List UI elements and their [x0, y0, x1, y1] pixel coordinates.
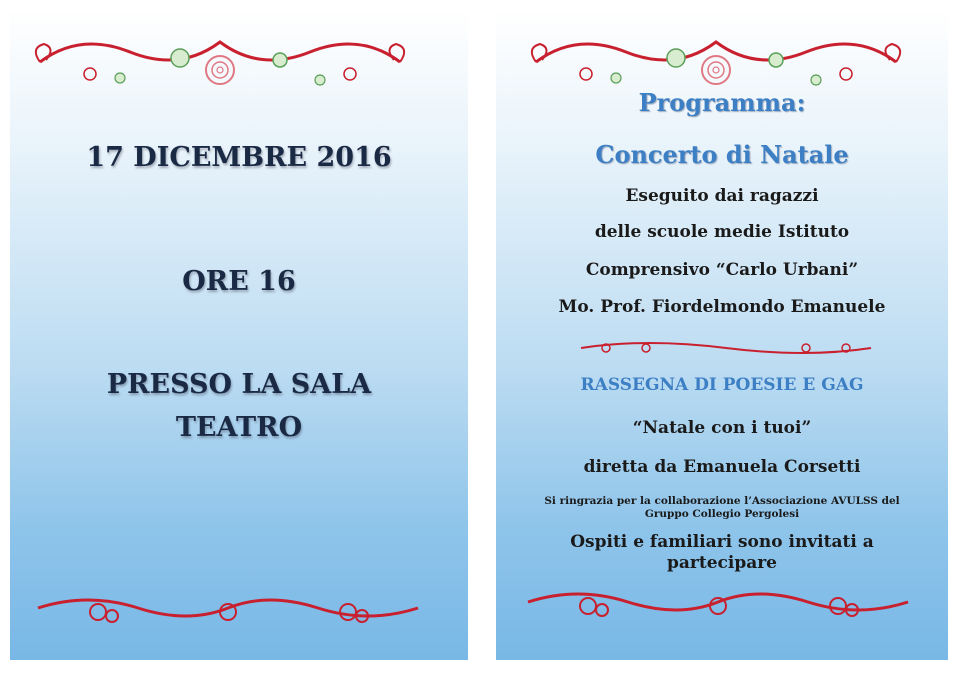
top-ribbon-ornament-right	[516, 22, 916, 94]
concert-title: Concerto di Natale	[595, 140, 849, 169]
top-ribbon-ornament	[20, 22, 420, 94]
divider-ribbon	[576, 336, 876, 358]
event-venue-line2: TEATRO	[175, 412, 303, 443]
show-director: diretta da Emanuela Corsetti	[583, 457, 861, 477]
left-panel	[10, 8, 468, 660]
performed-line2: delle scuole medie Istituto	[594, 222, 850, 242]
event-time: ORE 16	[182, 266, 296, 297]
bottom-ribbon-ornament-right	[518, 580, 918, 630]
concert-director: Mo. Prof. Fiordelmondo Emanuele	[558, 297, 886, 317]
bottom-ribbon-ornament	[28, 586, 428, 636]
thanks-line1: Si ringrazia per la collaborazione l’Associazione AVULSS del	[544, 495, 900, 507]
right-panel	[496, 8, 948, 660]
show-title: “Natale con i tuoi”	[632, 418, 812, 438]
program-heading: Programma:	[638, 88, 806, 117]
event-date: 17 DICEMBRE 2016	[86, 142, 392, 173]
thanks-line2: Gruppo Collegio Pergolesi	[644, 508, 800, 520]
performed-line1: Eseguito dai ragazzi	[625, 186, 819, 206]
rassegna-heading: RASSEGNA DI POESIE E GAG	[580, 375, 864, 395]
event-venue-line1: PRESSO LA SALA	[106, 369, 372, 400]
invite-line2: partecipare	[666, 553, 777, 573]
performed-line3: Comprensivo “Carlo Urbani”	[585, 260, 859, 280]
invite-line1: Ospiti e familiari sono invitati a	[570, 532, 874, 552]
